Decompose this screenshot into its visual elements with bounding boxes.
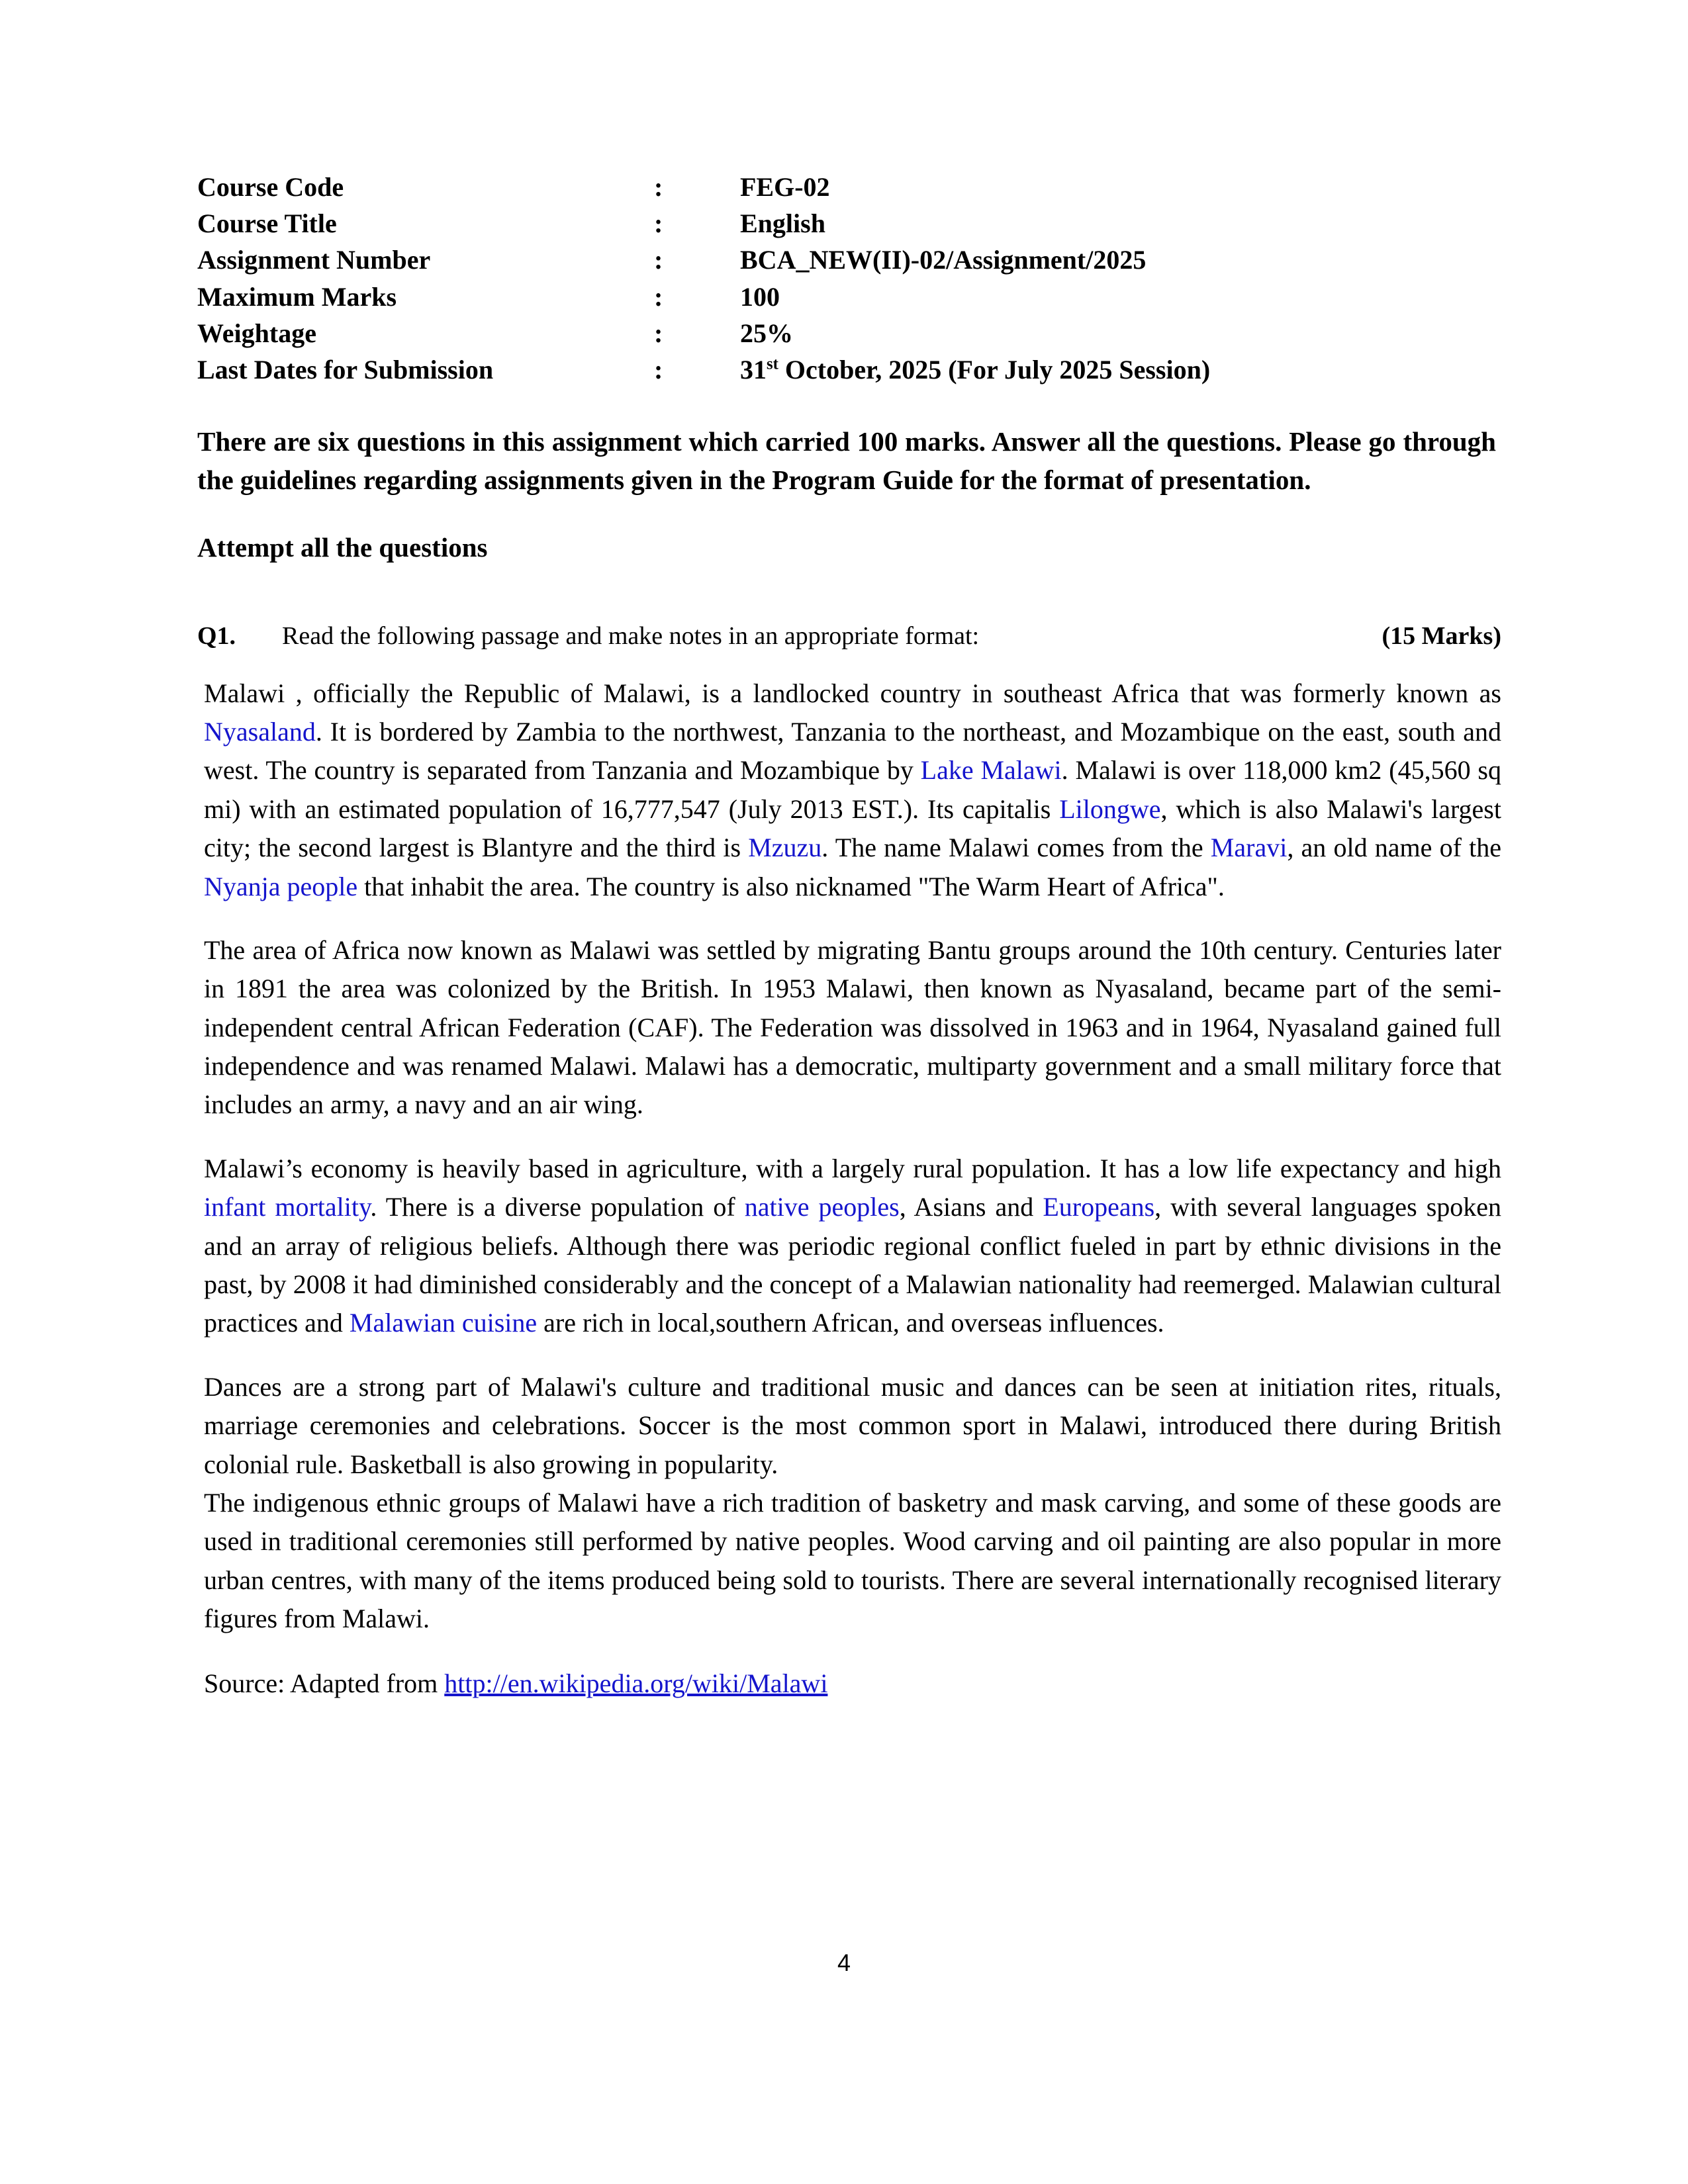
p1-seg4: , which is also Malawi's largest city; the second largest is Blantyre and the third is: [204, 794, 1501, 863]
meta-label-course-code: Course Code: [197, 172, 344, 202]
p3-seg1: Malawi’s economy is heavily based in agriculture, with a largely rural population. It has a low life expectancy and high: [204, 1153, 1501, 1183]
source-attribution: [204, 1668, 1496, 1699]
assignment-meta-table: [197, 169, 1210, 388]
meta-colon-course-title: :: [654, 208, 663, 239]
passage-paragraph-3: [204, 1150, 1501, 1343]
link-nyasaland[interactable]: Nyasaland: [204, 716, 316, 747]
meta-label-maximum-marks: Maximum Marks: [197, 281, 397, 312]
meta-value-course-code: FEG-02: [740, 172, 830, 202]
link-malawian-cuisine[interactable]: Malawian cuisine: [349, 1308, 538, 1338]
attempt-all-questions-heading: Attempt all the questions: [197, 531, 488, 563]
meta-colon-last-dates: :: [654, 354, 663, 385]
meta-colon-assignment-number: :: [654, 245, 663, 275]
reading-passage: [204, 674, 1501, 1639]
p3-seg5: are rich in local,southern African, and overseas influences.: [537, 1308, 1164, 1338]
p1-seg6: , an old name of the: [1287, 833, 1501, 863]
p1-seg1: Malawi , officially the Republic of Malawi, is a landlocked country in southeast Africa that was formerly known as: [204, 678, 1501, 708]
meta-row-course-code: [197, 169, 1210, 205]
meta-value-last-dates: [740, 351, 1210, 388]
meta-row-weightage: [197, 315, 1210, 351]
meta-row-maximum-marks: [197, 279, 1210, 315]
meta-value-weightage: 25%: [740, 318, 793, 348]
passage-paragraph-2: The area of Africa now known as Malawi was settled by migrating Bantu groups around the 10th century. Centuries later in 1891 the area was colonized by the British. In 1953 Malawi, then known as Nyasaland, became part of the semi-independent central African Federation (CAF). The Federation was dissolved in 1963 and in 1964, Nyasaland gained full independence and was renamed Malawi. Malawi has a democratic, multiparty government and a small military force that includes an army, a navy and an air wing.: [204, 934, 1501, 1120]
question-1-row: [197, 621, 1501, 651]
p1-seg5: . The name Malawi comes from the: [821, 833, 1211, 863]
p1-seg2: . It is bordered by Zambia to the northwest, Tanzania to the northeast, and Mozambique on the east, south and west. The country is separated from Tanzania and Mozambique by: [204, 716, 1501, 786]
assignment-instructions: There are six questions in this assignment which carried 100 marks. Answer all the questions. Please go through the guidelines regarding assignments given in the Program Guide for the format of presentation.: [197, 426, 1496, 496]
meta-label-last-dates: Last Dates for Submission: [197, 354, 494, 385]
meta-colon-course-code: :: [654, 172, 663, 202]
meta-value-maximum-marks: 100: [740, 281, 780, 312]
link-maravi[interactable]: Maravi: [1210, 833, 1288, 863]
p3-seg2: . There is a diverse population of: [370, 1192, 745, 1222]
passage-paragraph-1: [204, 674, 1501, 906]
source-url-link[interactable]: http://en.wikipedia.org/wiki/Malawi: [444, 1668, 828, 1698]
meta-value-course-title: English: [740, 208, 825, 239]
passage-paragraph-4: Dances are a strong part of Malawi's culture and traditional music and dances can be seen at initiation rites, rituals, marriage ceremonies and celebrations. Soccer is the most common sport in Malawi, introduced there during British colonial rule. Basketball is also growing in popularity.: [204, 1371, 1501, 1479]
source-prefix: Source: Adapted from: [204, 1668, 445, 1698]
page-number-footer: 4: [837, 1949, 851, 1976]
meta-label-course-title: Course Title: [197, 208, 337, 239]
link-lake-malawi[interactable]: Lake Malawi: [920, 755, 1062, 786]
question-marks: (15 Marks): [1382, 621, 1501, 650]
p1-seg3: . Malawi is over 118,000 km2 (45,560 sq mi) with an estimated population of 16,777,547 (July 2013 EST.). Its capitalis: [204, 755, 1501, 824]
link-mzuzu[interactable]: Mzuzu: [748, 833, 822, 863]
meta-row-assignment-number: [197, 242, 1210, 278]
meta-colon-weightage: :: [654, 318, 663, 348]
link-europeans[interactable]: Europeans: [1043, 1192, 1155, 1222]
question-text: Read the following passage and make notes in an appropriate format:: [282, 621, 980, 650]
meta-row-course-title: [197, 205, 1210, 242]
date-rest: October, 2025 (For July 2025 Session): [778, 354, 1211, 385]
p3-seg3: , Asians and: [899, 1192, 1043, 1222]
link-nyanja-people[interactable]: Nyanja people: [204, 871, 358, 901]
meta-row-last-dates: [197, 351, 1210, 388]
link-native-peoples[interactable]: native peoples: [744, 1192, 900, 1222]
p3-seg4: , with several languages spoken and an array of religious beliefs. Although there was periodic regional conflict fueled in part by ethnic divisions in the past, by 2008 it had diminished considerably and the concept of a Malawian nationality had reemerged. Malawian cultural practices and: [204, 1192, 1502, 1338]
meta-colon-maximum-marks: :: [654, 281, 663, 312]
link-lilongwe[interactable]: Lilongwe: [1059, 794, 1161, 824]
meta-label-weightage: Weightage: [197, 318, 316, 348]
meta-value-assignment-number: BCA_NEW(II)-02/Assignment/2025: [740, 245, 1147, 275]
meta-label-assignment-number: Assignment Number: [197, 245, 431, 275]
passage-paragraph-5: The indigenous ethnic groups of Malawi have a rich tradition of basketry and mask carving, and some of these goods are used in traditional ceremonies still performed by native peoples. Wood carving and oil painting are also popular in more urban centres, with many of the items produced being sold to tourists. There are several internationally recognised literary figures from Malawi.: [204, 1487, 1501, 1634]
date-day: 31: [740, 354, 767, 385]
p1-seg7: that inhabit the area. The country is also nicknamed "The Warm Heart of Africa".: [357, 871, 1225, 901]
question-number: Q1.: [197, 621, 236, 650]
link-infant-mortality[interactable]: infant mortality: [204, 1192, 371, 1222]
date-ordinal-suffix: st: [767, 355, 778, 373]
